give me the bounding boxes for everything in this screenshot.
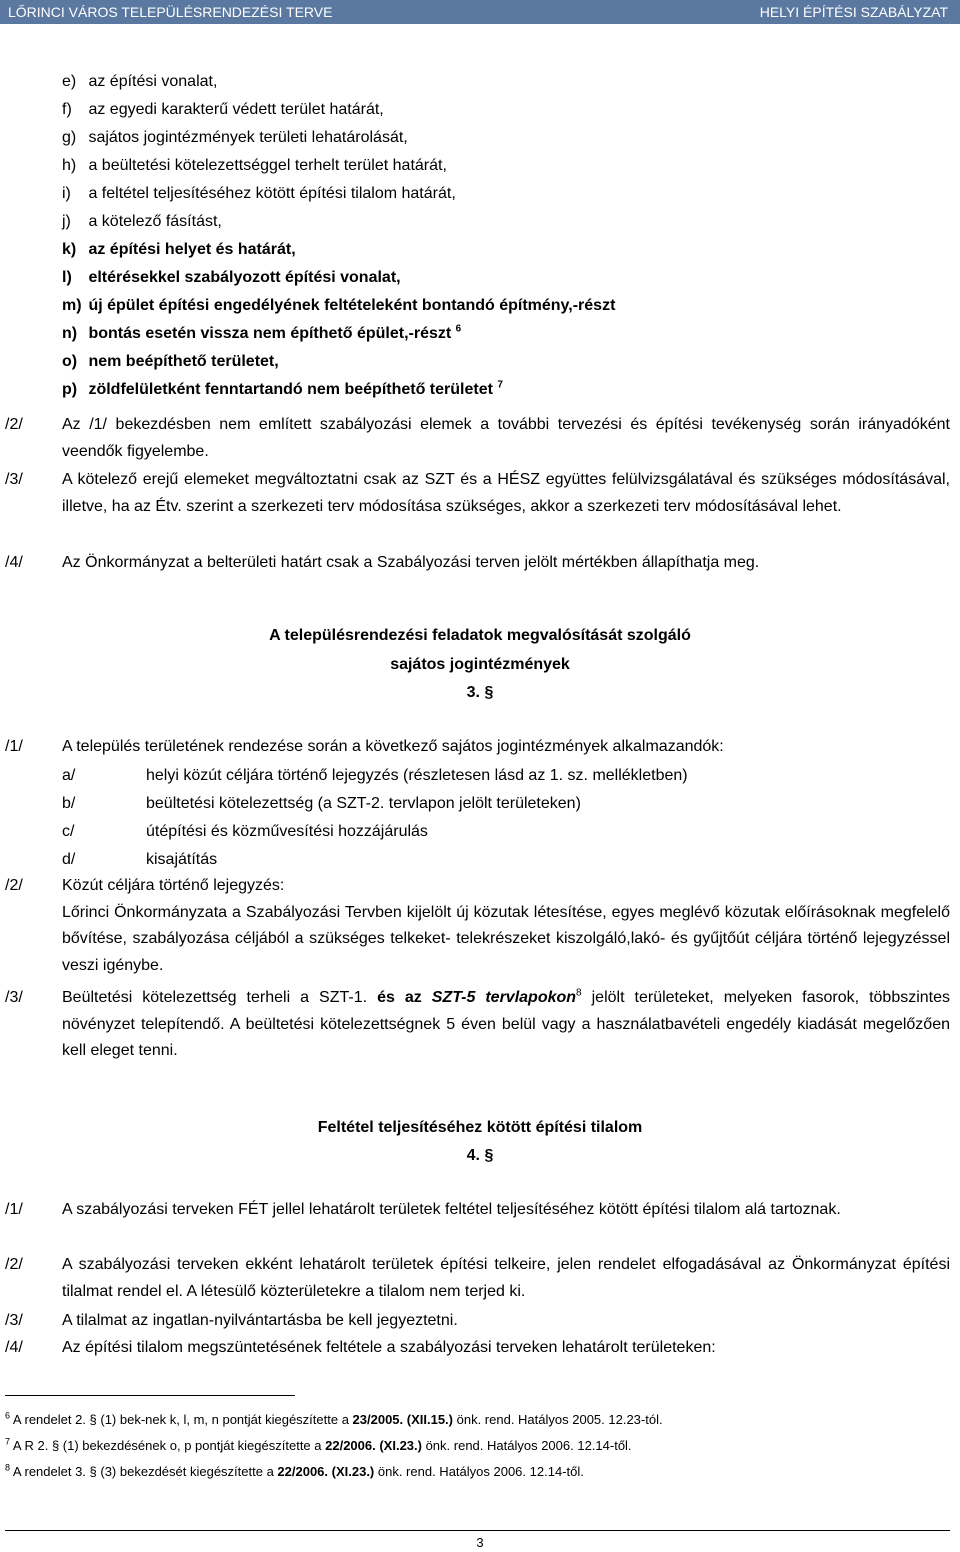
paragraph: /2/ A szabályozási terveken ekként lehatárolt területek építési telkeire, jelen rendelet elfogadásával az Önkormányzat építési tilalmat rendel el. A létesülő közterületekre a tilalom nem terjed ki. xyxy=(5,1256,950,1300)
section-title: Feltétel teljesítéséhez kötött építési tilalom xyxy=(317,1119,643,1136)
paragraph: /4/ Az építési tilalom megszüntetésének feltétele a szabályozási terveken lehatárolt területeken: xyxy=(5,1339,716,1356)
section-subtitle: sajátos jogintézmények xyxy=(390,656,570,673)
paragraph: /2/ Az /1/ bekezdésben nem említett szabályozási elemek a további tervezési és építési tevékenység során irányadóként veendők figyelembe. xyxy=(5,416,950,460)
list-item: j) a kötelező fásítást, xyxy=(62,213,222,230)
sub-item: d/ kisajátítás xyxy=(62,851,218,868)
list-item: l) eltérésekkel szabályozott építési vonalat, xyxy=(62,269,401,286)
list-item: p) zöldfelületként fenntartandó nem beépíthető területet $^7$ xyxy=(62,379,503,398)
list-item: i) a feltétel teljesítéséhez kötött építési tilalom határát, xyxy=(62,185,456,202)
footnote-ref: 7 xyxy=(497,379,503,391)
footnote-ref: 6 xyxy=(455,323,462,335)
section-title: A településrendezési feladatok megvalósítását szolgáló xyxy=(269,627,691,644)
footnote: $^8$ A rendelet 3. § (3) bekezdését kiegészítette a 22/2006. (XI.23.) önk. rend. Hatályos 2006. 12.14-től. xyxy=(5,1462,584,1479)
paragraph: /2/ Közút céljára történő lejegyzés: Lőrinci Önkormányzata a Szabályozási Tervben kijelölt új közutak létesítése, egyes meglévő közutak előírásoknak megfelelő bővítése, szabályozása céljából a szükséges telkeket- telekrészeket kiszolgáló,lakó- és gyűjtőút céljára történő lejegyzéssel veszi igénybe. xyxy=(5,877,950,975)
header-left-title: LŐRINCI VÁROS TELEPÜLÉSRENDEZÉSI TERVE xyxy=(8,4,333,20)
sub-item: c/ útépítési és közművesítési hozzájárulás xyxy=(62,823,428,840)
list-item: o) nem beépíthető területet, xyxy=(62,353,279,370)
footnote: $^7$ A R 2. § (1) bekezdésének o, p pontját kiegészítette a 22/2006. (XI.23.) önk. rend. Hatályos 2006. 12.14-től. xyxy=(5,1436,632,1453)
paragraph: /3/ A tilalmat az ingatlan-nyilvántartásba be kell jegyeztetni. xyxy=(5,1312,458,1329)
section-number: 4. § xyxy=(466,1147,494,1164)
page-footer-divider xyxy=(5,1530,950,1531)
list-item: k) az építési helyet és határát, xyxy=(62,241,296,258)
paragraph: /1/ A szabályozási terveken FÉT jellel lehatárolt területek feltétel teljesítéséhez kötött építési tilalom alá tartoznak. xyxy=(5,1201,841,1218)
paragraph: /1/ A település területének rendezése során a következő sajátos jogintézmények alkalmazandók: xyxy=(5,738,724,755)
list-item: n) bontás esetén vissza nem építhető épület,-részt $^6$ xyxy=(62,323,462,342)
list-item: f) az egyedi karakterű védett terület határát, xyxy=(62,101,384,118)
paragraph: /3/ Beültetési kötelezettség terheli a SZT-1. és az SZT-5 tervlapokon$^8$ jelölt területeket, melyeken fasorok, többszintes növényzet telepítendő. A beültetési kötelezettségnek 5 éven belül vagy a használatbavételi engedély kiadását megelőzően kell eleget tenni. xyxy=(5,987,951,1060)
footnote-ref: 8 xyxy=(576,987,582,999)
footnote-divider xyxy=(5,1395,295,1396)
page-number: 3 xyxy=(476,1535,484,1550)
header-right-title: HELYI ÉPÍTÉSI SZABÁLYZAT xyxy=(759,4,948,20)
list-item: m) új épület építési engedélyének feltételeként bontandó építmény,-részt xyxy=(62,297,616,314)
list-item: h) a beültetési kötelezettséggel terhelt terület határát, xyxy=(62,157,447,174)
list-item: e) az építési vonalat, xyxy=(62,73,218,90)
footnote: $^6$ A rendelet 2. § (1) bek-nek k, l, m, n pontját kiegészítette a 23/2005. (XII.15.) önk. rend. Hatályos 2005. 12.23-tól. xyxy=(5,1410,663,1427)
sub-item: a/ helyi közút céljára történő lejegyzés (részletesen lásd az 1. sz. mellékletben) xyxy=(62,767,688,784)
section-number: 3. § xyxy=(466,684,494,701)
list-item: g) sajátos jogintézmények területi lehatárolását, xyxy=(62,129,408,146)
sub-item: b/ beültetési kötelezettség (a SZT-2. tervlapon jelölt területeken) xyxy=(62,795,581,812)
paragraph: /4/ Az Önkormányzat a belterületi határt csak a Szabályozási terven jelölt mértékben állapíthatja meg. xyxy=(5,554,760,571)
paragraph: /3/ A kötelező erejű elemeket megváltoztatni csak az SZT és a HÉSZ együttes felülvizsgálatával és szükséges módosításával, illetve, ha az Étv. szerint a szerkezeti terv módosítása szükséges, akkor a szerkezeti terv módosításával lehet. xyxy=(5,471,950,515)
page-header xyxy=(0,0,960,24)
